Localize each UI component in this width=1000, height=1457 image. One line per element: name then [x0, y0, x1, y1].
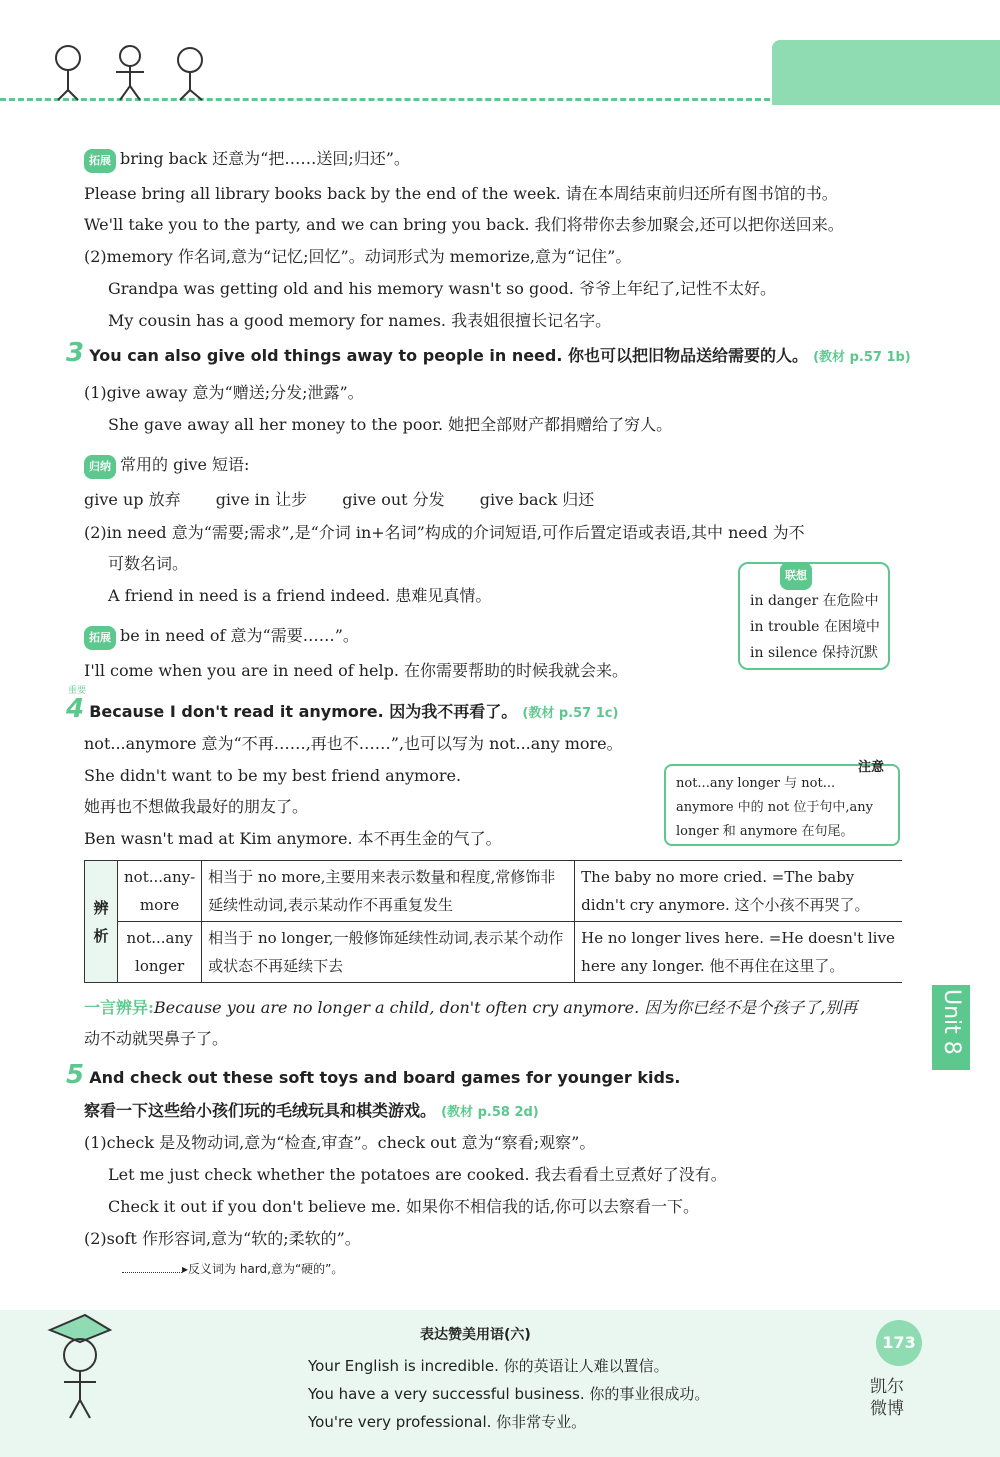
footer-lines [308, 1352, 709, 1436]
point-line: (2)soft 作形容词,意为“软的;柔软的”。 [84, 1229, 361, 1248]
box-line: longer 和 anymore 在句尾。 [676, 824, 854, 839]
note-tag: 注意 [857, 760, 884, 775]
section-number: 5 [66, 1060, 85, 1090]
example-line: A friend in need is a friend indeed. 患难见真情。 [108, 586, 492, 605]
phrase: give up 放弃 [84, 490, 181, 509]
section-5-subtitle [84, 1100, 539, 1124]
unit-tab [932, 985, 970, 1070]
table-desc: 相当于 no longer,一般修饰延续性动词,表示某个动作或状态不再延续下去 [202, 922, 575, 983]
tip-line [84, 997, 857, 1019]
table-term: not...any longer [118, 922, 202, 983]
text: 常用的 give 短语: [120, 455, 250, 474]
phrase: give out 分发 [342, 490, 445, 509]
text: 反义词为 hard,意为“硬的”。 [188, 1262, 344, 1276]
table-desc: 相当于 no more,主要用来表示数量和程度,常修饰非延续性动词,表示某动作不再重复发生 [202, 861, 575, 922]
text: be in need of 意为“需要……”。 [120, 626, 359, 645]
summary-note [84, 454, 249, 479]
point-line: (2)memory 作名词,意为“记忆;回忆”。动词形式为 memorize,意为“记住”。 [84, 247, 632, 266]
phrase-row [84, 489, 594, 511]
phrase: give in 让步 [215, 490, 308, 509]
table-row [85, 861, 903, 922]
section-5-heading [66, 1060, 681, 1090]
example-line: She didn't want to be my best friend anymore. [84, 766, 462, 785]
comparison-table [84, 860, 902, 983]
example-line: Check it out if you don't believe me. 如果你不相信我的话,你可以去察看一下。 [108, 1197, 700, 1216]
antonym-note: ▸反义词为 hard,意为“硬的”。 [122, 1258, 343, 1280]
example-line: Please bring all library books back by the end of the week. 请在本周结束前归还所有图书馆的书。 [84, 184, 838, 203]
page-number: 173 [876, 1320, 922, 1366]
example-line: I'll come when you are in need of help. 在你需要帮助的时候我就会来。 [84, 661, 629, 680]
extend-tag: 拓展 [84, 149, 116, 173]
footer-line: Your English is incredible. 你的英语让人难以置信。 [308, 1357, 669, 1375]
footer-line: You have a very successful business. 你的事业很成功。 [308, 1385, 710, 1403]
section-title: 察看一下这些给小孩们玩的毛绒玩具和棋类游戏。 [84, 1101, 437, 1120]
unit-label: Unit 8 [939, 989, 964, 1055]
example-line: Grandpa was getting old and his memory wasn't so good. 爷爷上年纪了,记性不太好。 [108, 279, 777, 298]
box-line: in danger 在危险中 [750, 593, 879, 609]
cartoon-kids-icon [40, 40, 220, 102]
point-line: (2)in need 意为“需要;需求”,是“介词 in+名词”构成的介词短语,可作后置定语或表语,其中 need 为不 [84, 523, 805, 542]
brand-label: 凯尔微博 [870, 1377, 904, 1419]
text: bring back 还意为“把……送回;归还”。 [120, 149, 410, 168]
section-3-heading [66, 338, 911, 369]
textbook-ref: (教材 p.58 2d) [441, 1105, 539, 1120]
example-line: My cousin has a good memory for names. 我表姐很擅长记名字。 [108, 311, 612, 330]
box-line: anymore 中的 not 位于句中,any [676, 800, 873, 815]
distinguish-label: 辨析 [85, 861, 118, 983]
point-line: (1)check 是及物动词,意为“检查,审查”。check out 意为“察看;观察”。 [84, 1133, 596, 1152]
textbook-ref: (教材 p.57 1c) [522, 706, 619, 721]
box-line: in trouble 在困境中 [750, 619, 880, 635]
box-line: in silence 保持沉默 [750, 645, 878, 661]
extend-note [84, 148, 410, 173]
box-line: not...any longer 与 not... [676, 776, 836, 791]
phrase: give back 归还 [479, 490, 595, 509]
example-line: She gave away all her money to the poor. 她把全部财产都捐赠给了穷人。 [108, 415, 673, 434]
section-number: 4 [66, 694, 85, 724]
point-line: not...anymore 意为“不再……,再也不……”,也可以写为 not...any more。 [84, 734, 623, 753]
point-line: (1)give away 意为“赠送;分发;泄露”。 [84, 383, 364, 402]
associate-box [738, 562, 890, 670]
section-title: Because I don't read it anymore. 因为我不再看了。 [89, 702, 518, 721]
associate-tag: 联想 [780, 562, 812, 590]
table-term: not...any-more [118, 861, 202, 922]
tip-label: 一言辨异: [84, 998, 154, 1017]
note-box [664, 760, 900, 846]
section-title: You can also give old things away to people in need. 你也可以把旧物品送给需要的人。 [89, 346, 809, 365]
textbook-ref: (教材 p.57 1b) [813, 350, 911, 365]
example-line: We'll take you to the party, and we can bring you back. 我们将带你去参加聚会,还可以把你送回来。 [84, 215, 844, 234]
example-line: Ben wasn't mad at Kim anymore. 本不再生金的气了。 [84, 829, 502, 848]
summary-tag: 归纳 [84, 455, 116, 479]
extend-note [84, 625, 359, 650]
tip-line: 动不动就哭鼻子了。 [84, 1029, 229, 1048]
extend-tag: 拓展 [84, 626, 116, 650]
table-example: The baby no more cried. =The baby didn't cry anymore. 这个小孩不再哭了。 [575, 861, 902, 922]
important-mark: 重要 [68, 686, 87, 696]
footer-line: You're very professional. 你非常专业。 [308, 1413, 587, 1431]
boy-reading-icon [40, 1310, 120, 1420]
section-4-heading [66, 694, 619, 725]
table-example: He no longer lives here. =He doesn't live here any longer. 他不再住在这里了。 [575, 922, 902, 983]
example-line: 她再也不想做我最好的朋友了。 [84, 797, 309, 816]
header-tab [772, 40, 1000, 105]
footer-title: 表达赞美用语(六) [420, 1327, 531, 1343]
section-title: And check out these soft toys and board games for younger kids. [89, 1068, 681, 1087]
section-number: 3 [66, 338, 85, 368]
example-line: Let me just check whether the potatoes are cooked. 我去看看土豆煮好了没有。 [108, 1165, 727, 1184]
point-line: 可数名词。 [108, 554, 189, 573]
tip-text: Because you are no longer a child, don't often cry anymore. 因为你已经不是个孩子了,别再 [153, 998, 858, 1017]
table-row [85, 922, 903, 983]
